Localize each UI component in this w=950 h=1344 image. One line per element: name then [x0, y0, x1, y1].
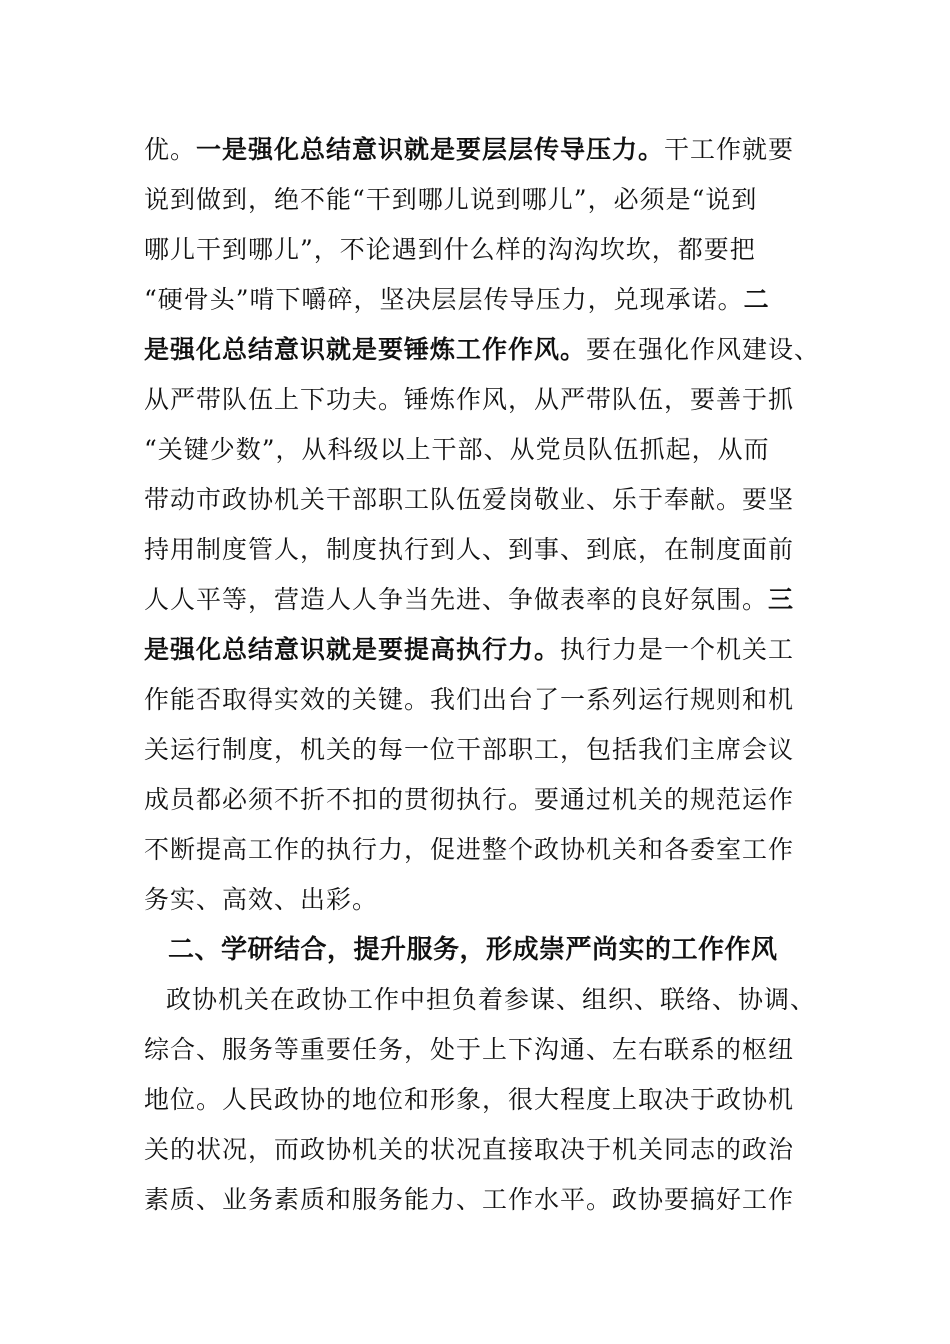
text-run: 哪儿干到哪儿”，不论遇到什么样的沟沟坎坎，都要把 — [144, 235, 756, 264]
text-line — [144, 275, 834, 325]
text-run: 素质、业务素质和服务能力、工作水平。政协要搞好工作 — [144, 1185, 795, 1214]
text-run: 关的状况，而政协机关的状况直接取决于机关同志的政治 — [144, 1135, 795, 1164]
text-line — [144, 125, 834, 175]
text-line — [144, 425, 834, 475]
text-line — [144, 1025, 834, 1075]
text-run: “硬骨头”啃下嚼碎，坚决层层传导压力，兑现承诺。 — [144, 285, 744, 314]
text-run: 优。 — [144, 135, 197, 164]
text-line — [144, 175, 834, 225]
text-line — [144, 1075, 834, 1125]
text-run: 干工作就要 — [664, 135, 795, 164]
text-line — [144, 875, 834, 925]
bold-text-run: 一是强化总结意识就是要层层传导压力。 — [196, 135, 665, 164]
text-run: 带动市政协机关干部职工队伍爱岗敬业、乐于奉献。要坚 — [144, 485, 795, 514]
text-line — [144, 825, 834, 875]
text-run: 不断提高工作的执行力，促进整个政协机关和各委室工作 — [144, 835, 795, 864]
text-line — [144, 775, 834, 825]
text-line — [144, 1175, 834, 1225]
bold-text-run: 是强化总结意识就是要锤炼工作作风。 — [144, 335, 587, 364]
text-run: 务实、高效、出彩。 — [144, 885, 379, 914]
paragraph-2 — [144, 975, 834, 1225]
text-line — [144, 975, 834, 1025]
text-line — [144, 525, 834, 575]
text-run: 地位。人民政协的地位和形象，很大程度上取决于政协机 — [144, 1085, 795, 1114]
text-run: 持用制度管人，制度执行到人、到事、到底，在制度面前 — [144, 535, 795, 564]
text-run: “关键少数”，从科级以上干部、从党员队伍抓起，从而 — [144, 435, 770, 464]
text-run: 人人平等，营造人人争当先进、争做表率的良好氛围。 — [144, 585, 769, 614]
text-run: 说到做到，绝不能“干到哪儿说到哪儿”，必须是“说到 — [144, 185, 758, 214]
text-line — [144, 625, 834, 675]
text-line — [144, 225, 834, 275]
paragraph-1 — [144, 125, 834, 925]
bold-text-run: 是强化总结意识就是要提高执行力。 — [144, 635, 561, 664]
text-run: 关运行制度，机关的每一位干部职工，包括我们主席会议 — [144, 735, 795, 764]
document-body — [144, 125, 834, 1225]
text-run: 综合、服务等重要任务，处于上下沟通、左右联系的枢纽 — [144, 1035, 795, 1064]
bold-text-run: 二 — [743, 285, 770, 314]
text-run: 执行力是一个机关工 — [560, 635, 795, 664]
section-heading: 二、学研结合，提升服务，形成崇严尚实的工作作风 — [168, 935, 778, 965]
bold-text-run: 三 — [768, 585, 795, 614]
text-line — [144, 575, 834, 625]
text-run: 要在强化作风建设、 — [586, 335, 821, 364]
text-run: 政协机关在政协工作中担负着参谋、组织、联络、协调、 — [166, 985, 817, 1014]
text-run: 作能否取得实效的关键。我们出台了一系列运行规则和机 — [144, 685, 795, 714]
text-line — [144, 725, 834, 775]
text-line — [144, 675, 834, 725]
text-run: 成员都必须不折不扣的贯彻执行。要通过机关的规范运作 — [144, 785, 795, 814]
text-run: 从严带队伍上下功夫。锤炼作风，从严带队伍，要善于抓 — [144, 385, 795, 414]
text-line — [144, 375, 834, 425]
text-line — [144, 1125, 834, 1175]
text-line — [144, 325, 834, 375]
text-line — [144, 475, 834, 525]
